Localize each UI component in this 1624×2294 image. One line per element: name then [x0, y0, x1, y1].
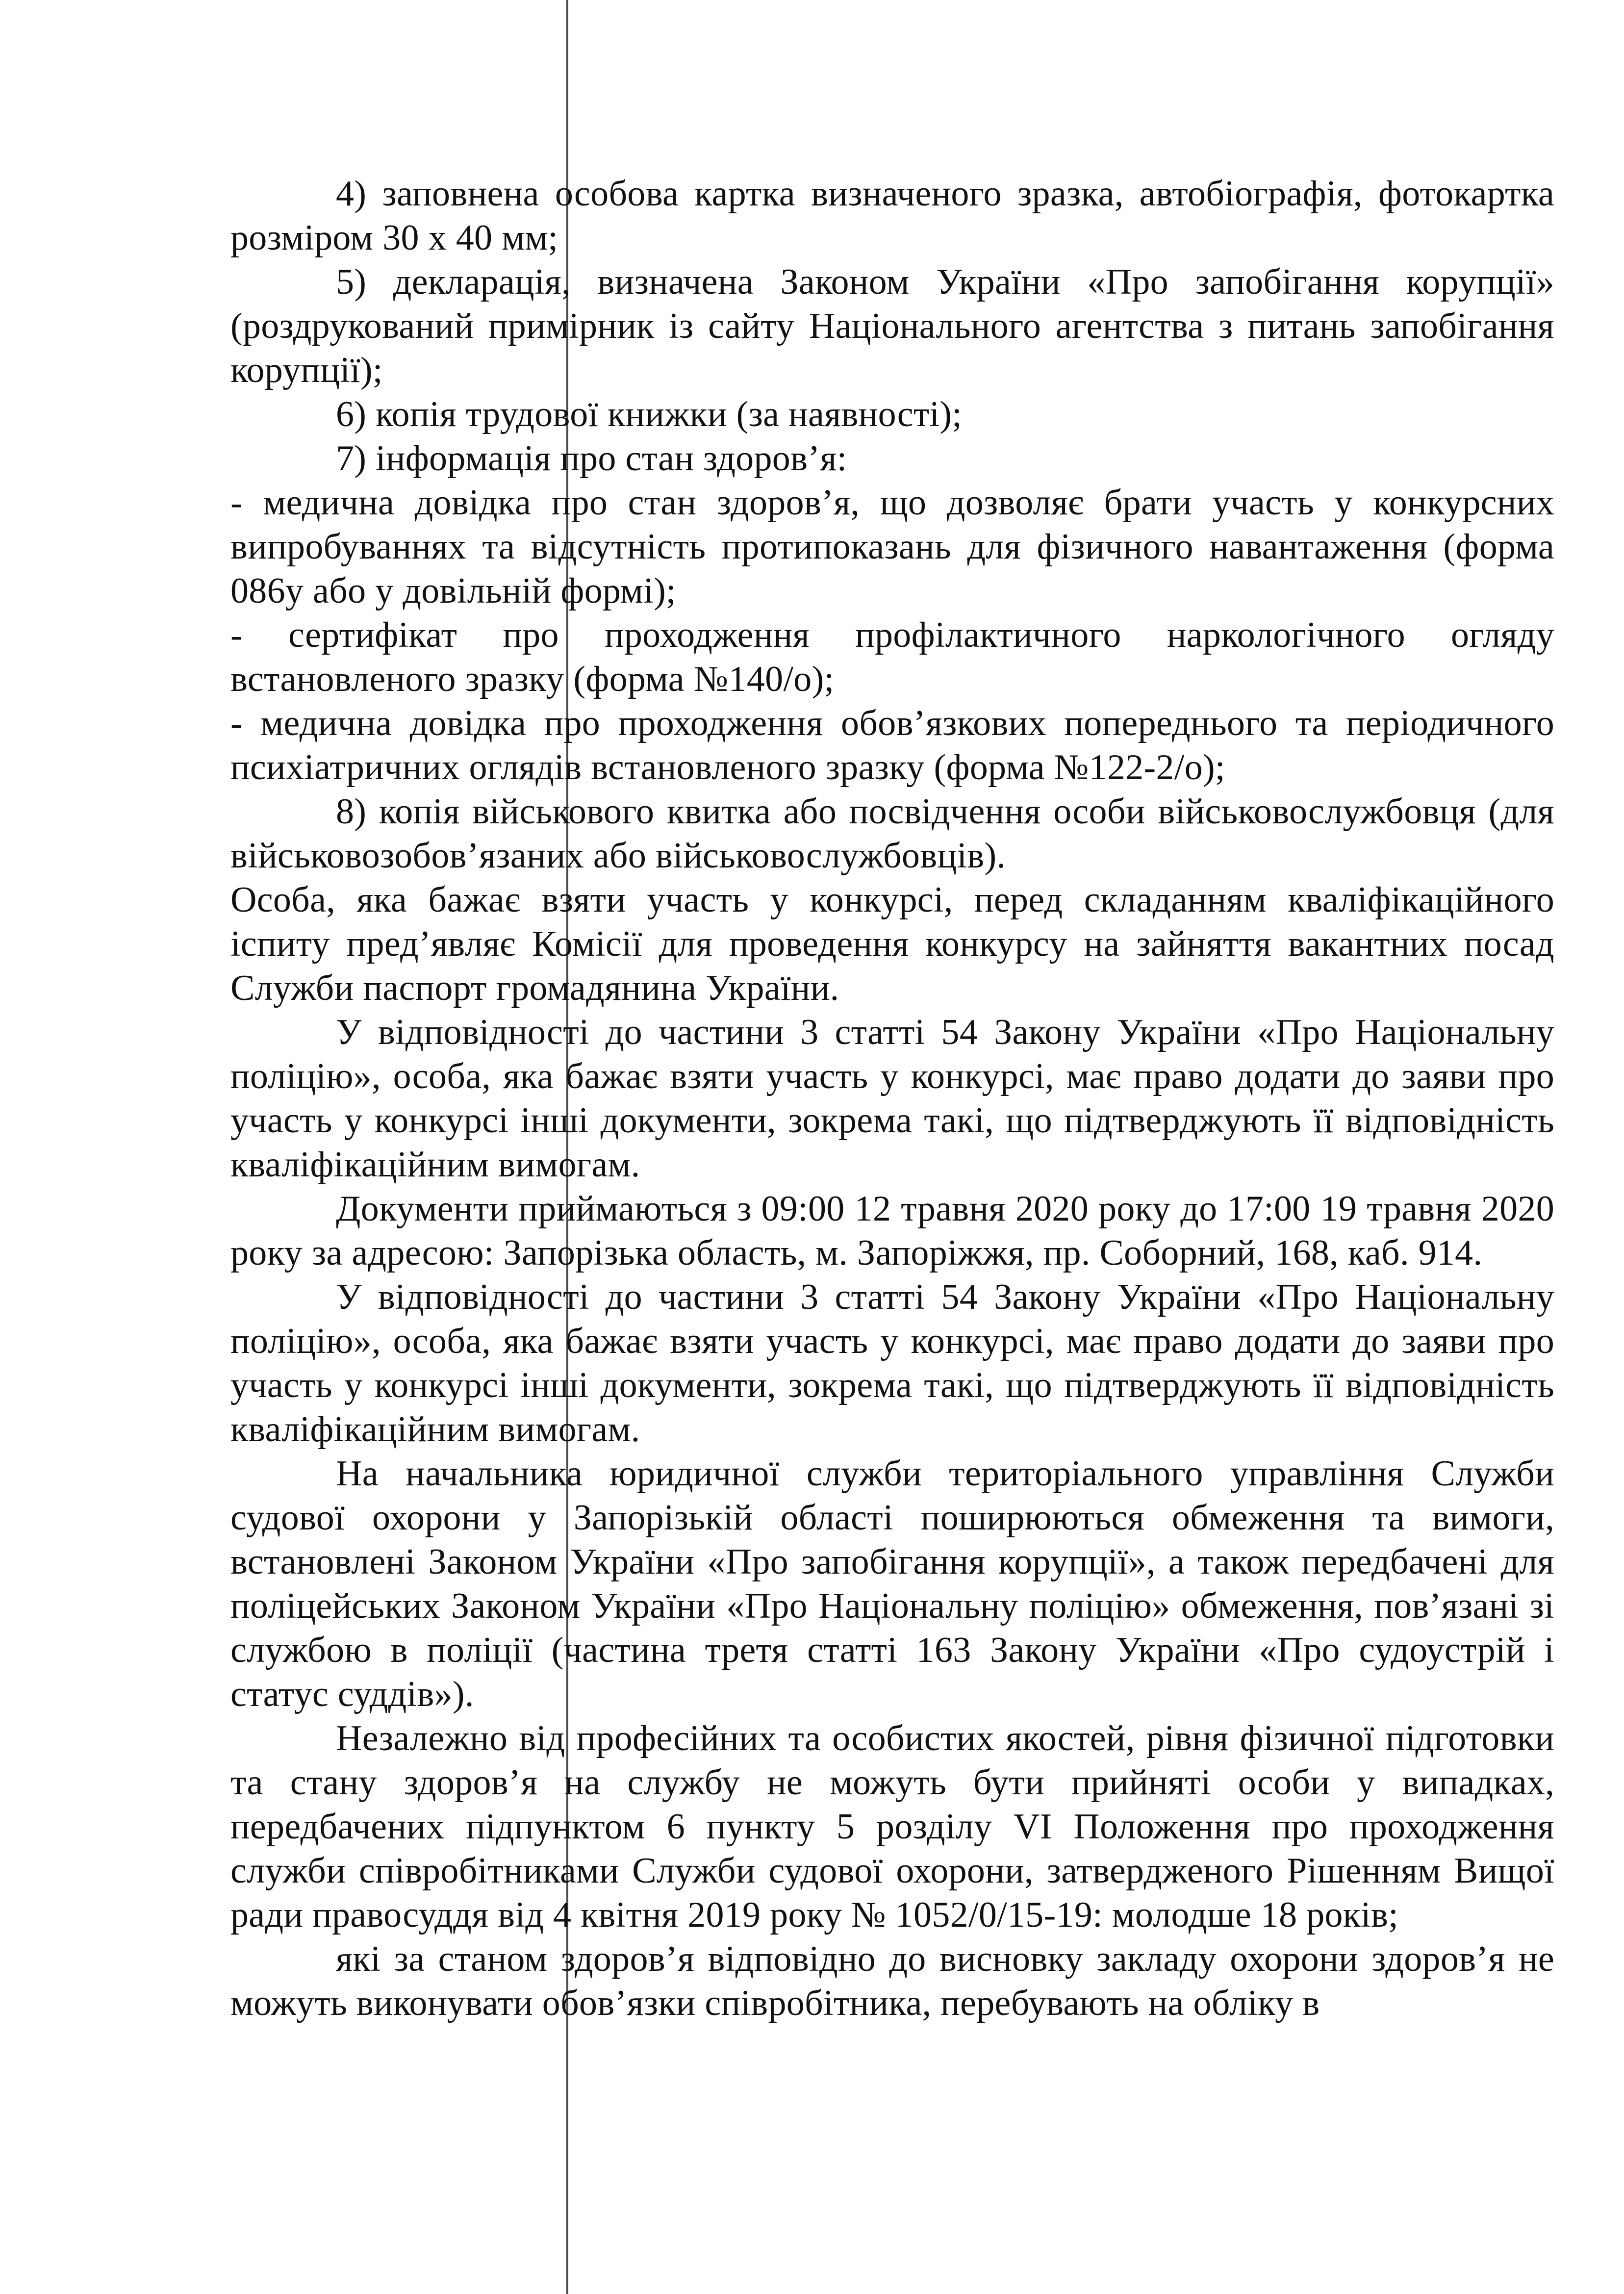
paragraph-passport: Особа, яка бажає взяти участь у конкурсі, перед складанням кваліфікаційного іспиту пред’являє Комісії для проведення конкурсу на зайняття вакантних посад Служби паспорт громадянина України. — [230, 880, 1554, 1008]
paragraph-item-5: 5) декларація, визначена Законом України «Про запобігання корупції» (роздрукований примірник із сайту Національного агентства з питань запобігання корупції); — [230, 262, 1554, 390]
paragraph-police-law-1: У відповідності до частини 3 статті 54 Закону України «Про Національну поліцію», особа, яка бажає взяти участь у конкурсі, має право додати до заяви про участь у конкурсі інші документи, зокрема такі, що підтверджують її відповідність кваліфікаційним вимогам. — [230, 1012, 1554, 1185]
paragraph-health: які за станом здоров’я відповідно до висновку закладу охорони здоров’я не можуть виконувати обов’язки співробітника, перебувають на обліку в — [230, 1939, 1554, 2023]
bullet-medical-certificate: - медична довідка про стан здоров’я, що дозволяє брати участь у конкурсних випробуваннях та відсутність протипоказань для фізичного навантаження (форма 086у або у довільній формі); — [230, 483, 1554, 611]
paragraph-documents-accepted: Документи приймаються з 09:00 12 травня 2020 року до 17:00 19 травня 2020 року за адресою: Запорізька область, м. Запоріжжя, пр. Соборний, 168, каб. 914. — [230, 1189, 1554, 1273]
paragraph-ineligibility: Незалежно від професійних та особистих якостей, рівня фізичної підготовки та стану здоров’я на службу не можуть бути прийняті особи у випадках, передбачених підпунктом 6 пункту 5 розділу VI Положення про проходження служби співробітниками Служби судової охорони, затвердженого Рішенням Вищої ради правосуддя від 4 квітня 2019 року № 1052/0/15-19: молодше 18 років; — [230, 1718, 1554, 1935]
bullet-narcology-certificate: - сертифікат про проходження профілактичного наркологічного огляду встановленого зразку (форма №140/о); — [230, 615, 1554, 699]
document-body — [230, 172, 1554, 2251]
bullet-psychiatric-certificate: - медична довідка про проходження обов’язкових попереднього та періодичного психіатричних оглядів встановленого зразку (форма №122-2/о); — [230, 703, 1554, 788]
paragraph-police-law-2: У відповідності до частини 3 статті 54 Закону України «Про Національну поліцію», особа, яка бажає взяти участь у конкурсі, має право додати до заяви про участь у конкурсі інші документи, зокрема такі, що підтверджують її відповідність кваліфікаційним вимогам. — [230, 1277, 1554, 1450]
paragraph-restrictions: На начальника юридичної служби територіального управління Служби судової охорони у Запорізькій області поширюються обмеження та вимоги, встановлені Законом України «Про запобігання корупції», а також передбачені для поліцейських Законом України «Про Національну поліцію» обмеження, пов’язані зі службою в поліції (частина третя статті 163 Закону України «Про судоустрій і статус суддів»). — [230, 1453, 1554, 1714]
paragraph-item-7: 7) інформація про стан здоров’я: — [336, 438, 847, 479]
paragraph-item-8: 8) копія військового квитка або посвідчення особи військовослужбовця (для військовозобов’язаних або військовослужбовців). — [230, 791, 1554, 876]
paragraph-item-6: 6) копія трудової книжки (за наявності); — [336, 394, 963, 434]
paragraph-item-4: 4) заповнена особова картка визначеного зразка, автобіографія, фотокартка розміром 30 х 40 мм; — [230, 174, 1554, 258]
